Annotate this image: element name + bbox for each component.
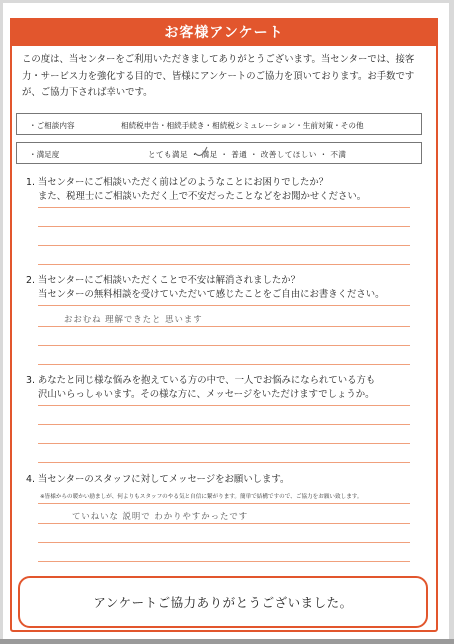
answer-4-handwriting: ていねいな 説明で わかりやすかったです — [72, 511, 249, 521]
survey-frame — [10, 18, 438, 632]
question-4 — [26, 473, 426, 487]
answer-line — [38, 542, 410, 543]
consultation-options: 相続税申告・相続手続き・相続税シミュレーション・生前対策・その他 — [121, 121, 364, 130]
answer-2-handwriting: おおむね 理解できたと 思います — [64, 314, 203, 324]
answer-line — [38, 462, 410, 463]
answer-line — [38, 424, 410, 425]
question-1-line2: また、税理士にご相談いただく上で不安だったことなどをお聞かせください。 — [38, 191, 367, 202]
answer-line — [38, 226, 410, 227]
answer-line — [38, 305, 410, 306]
satisfaction-label: ・満足度 — [29, 150, 60, 159]
page-title: お客様アンケート — [10, 18, 438, 46]
satisfaction-options: とても満足 ・ 満足 ・ 普通 ・ 改善してほしい ・ 不満 — [148, 150, 347, 159]
question-2-line2: 当センターの無料相談を受けていただいて感じたことをご自由にお書きください。 — [38, 289, 385, 300]
answer-line — [38, 443, 410, 444]
question-4-line1: 4. 当センターのスタッフに対してメッセージをお願いします。 — [26, 474, 290, 485]
question-3-line2: 沢山いらっしゃいます。その様な方に、メッセージをいただけますでしょうか。 — [38, 389, 375, 400]
closing-message: アンケートご協力ありがとうございました。 — [18, 576, 428, 628]
answer-line — [38, 345, 410, 346]
question-1 — [26, 176, 426, 204]
answer-line — [38, 503, 410, 504]
answer-line — [38, 264, 410, 265]
answer-line — [38, 245, 410, 246]
answer-line — [38, 561, 410, 562]
question-2 — [26, 274, 426, 302]
consultation-row — [16, 113, 422, 135]
question-2-line1: 2. 当センターにご相談いただくことで不安は解消されましたか？ — [26, 275, 301, 286]
answer-line — [38, 207, 410, 208]
answer-line — [38, 405, 410, 406]
intro-text: この度は、当センターをご利用いただきましてありがとうございます。当センターでは、接客力・サービス力を強化する目的で、皆様にアンケートのご協力を頂いております。お手数ですが、ご協力下されば幸いです。 — [22, 54, 415, 98]
satisfaction-row — [16, 142, 422, 164]
question-3-line1: 3. あなたと同じ様な悩みを抱えている方の中で、一人でお悩みになられている方も — [26, 375, 376, 386]
satisfaction-check-mark — [191, 144, 221, 164]
question-3 — [26, 374, 426, 402]
answer-line — [38, 523, 410, 524]
consultation-label: ・ご相談内容 — [29, 121, 75, 130]
answer-line — [38, 364, 410, 365]
answer-line — [38, 326, 410, 327]
question-1-line1: 1. 当センターにご相談いただく前はどのようなことにお困りでしたか？ — [26, 177, 329, 188]
question-4-note: ※皆様からの暖かい励ましが、何よりもスタッフのやる気と自信に繋がります。簡単で結構ですので、ご協力をお願い致します。 — [40, 494, 363, 500]
scan-edge — [0, 639, 454, 644]
